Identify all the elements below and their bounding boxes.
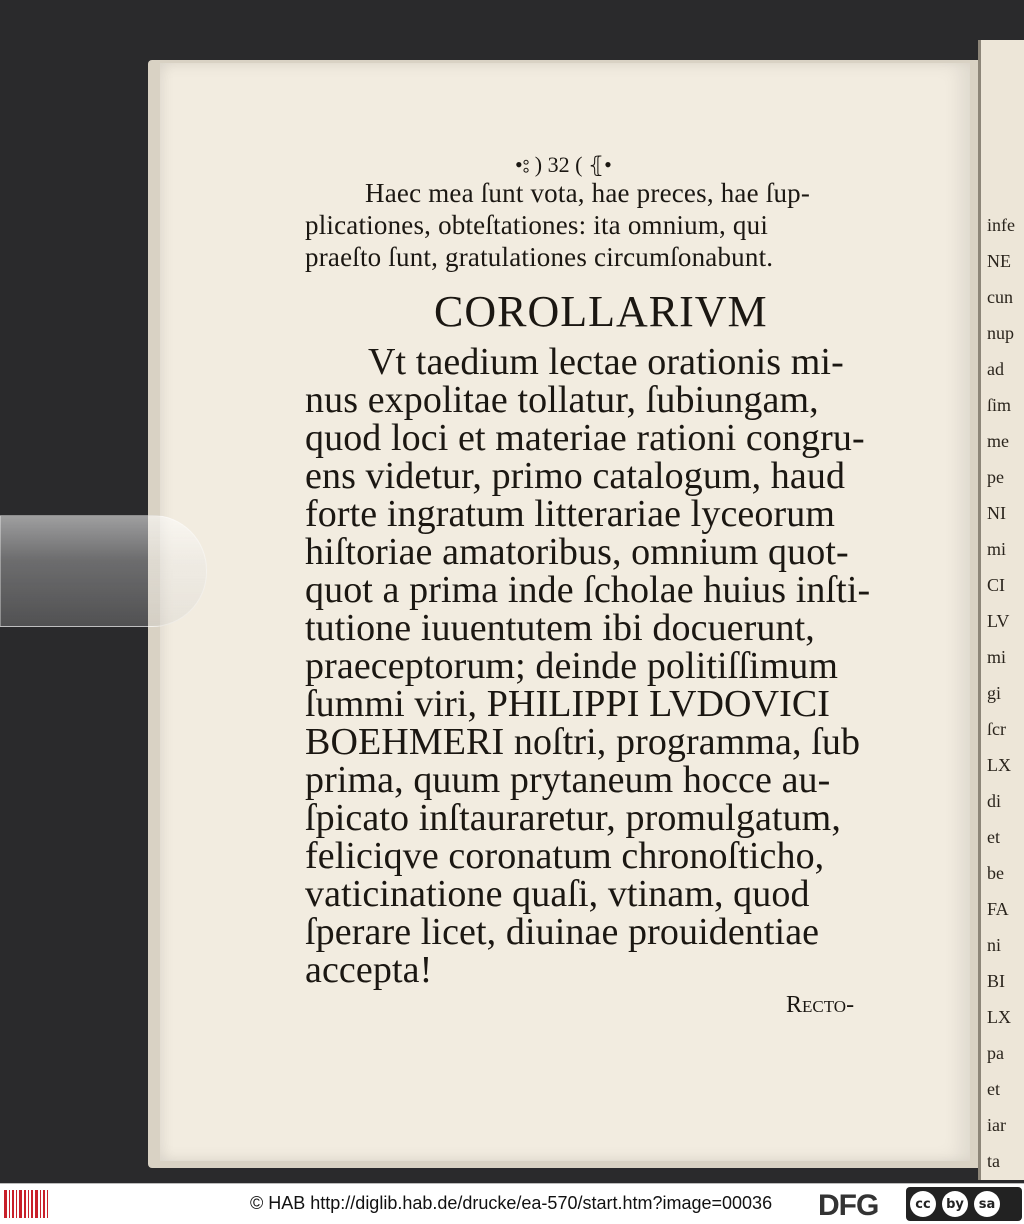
- barcode-bar: [43, 1190, 45, 1218]
- library-logo-icon: [4, 1190, 48, 1218]
- next-page-fragment: CI: [987, 575, 1005, 595]
- body-line: prima, quum prytaneum hocce au-: [305, 759, 831, 801]
- body-line: nus expolitae tollatur, ſubiungam,: [305, 379, 819, 421]
- next-page-fragment: be: [987, 863, 1004, 883]
- next-page-fragment: LX: [987, 755, 1011, 775]
- next-page-fragment: mi: [987, 539, 1007, 559]
- barcode-bar: [28, 1190, 29, 1218]
- body-line: ſpicato inſtauraretur, promulgatum,: [305, 797, 841, 839]
- cc-icon: cc: [910, 1191, 936, 1217]
- next-page-fragment: iar: [987, 1115, 1006, 1135]
- next-page-fragment: pe: [987, 467, 1004, 487]
- next-page-fragment: ni: [987, 935, 1002, 955]
- next-page-fragment: BI: [987, 971, 1005, 991]
- body-line: ens videtur, primo catalogum, haud: [305, 455, 846, 497]
- body-line: ſperare licet, diuinae prouidentiae: [305, 911, 820, 953]
- body-line: quod loci et materiae rationi congru-: [305, 417, 865, 459]
- next-page-fragment: me: [987, 431, 1009, 451]
- barcode-bar: [47, 1190, 48, 1218]
- next-page-fragment: et: [987, 827, 1000, 847]
- next-page-fragment: ta: [987, 1151, 1000, 1171]
- body-line: BOEHMERI noſtri, programma, ſub: [305, 721, 861, 763]
- next-page-fragment: LV: [987, 611, 1010, 631]
- page-number-header: •⦂ ) 32 ( ⦃•: [515, 152, 612, 177]
- page-clamp: [0, 515, 207, 627]
- intro-line: praeſto ſunt, gratulationes circumſonabunt.: [305, 242, 774, 272]
- intro-line: plicationes, obteſtationes: ita omnium, qui: [305, 210, 769, 240]
- next-page-fragment: di: [987, 791, 1002, 811]
- next-page-fragment: mi: [987, 647, 1007, 667]
- barcode-bar: [4, 1190, 7, 1218]
- next-page-fragment: ſim: [987, 395, 1012, 415]
- body-line: tutione iuuentutem ibi docuerunt,: [305, 607, 815, 649]
- next-page-fragment: nup: [987, 323, 1014, 343]
- barcode-bar: [35, 1190, 38, 1218]
- body-line: Vt taedium lectae orationis mi-: [368, 341, 844, 383]
- body-line: vaticinatione quaſi, vtinam, quod: [305, 873, 810, 915]
- barcode-bar: [40, 1190, 41, 1218]
- sa-icon: sa: [974, 1191, 1000, 1217]
- body-line: forte ingratum litterariae lyceorum: [305, 493, 835, 535]
- next-page-edge: [978, 40, 1024, 1180]
- next-page-fragment: NE: [987, 251, 1011, 271]
- next-page-fragment: LX: [987, 1007, 1011, 1027]
- catchword: Recto-: [786, 992, 855, 1018]
- next-page-fragment: gi: [987, 683, 1002, 703]
- next-page-fragment: NI: [987, 503, 1006, 523]
- barcode-bar: [16, 1190, 17, 1218]
- copyright-link[interactable]: © HAB http://diglib.hab.de/drucke/ea-570/start.htm?image=00036: [250, 1193, 773, 1213]
- next-page-fragment: et: [987, 1079, 1000, 1099]
- barcode-bar: [12, 1190, 14, 1218]
- body-line: hiſtoriae amatoribus, omnium quot-: [305, 531, 849, 573]
- body-line: praeceptorum; deinde politiſſimum: [305, 645, 839, 687]
- viewer-footer: [0, 1183, 1024, 1224]
- next-page-fragment: pa: [987, 1043, 1004, 1063]
- barcode-bar: [9, 1190, 10, 1218]
- body-line: quot a prima inde ſcholae huius inſti-: [305, 569, 871, 611]
- dfg-logo: DFG: [818, 1189, 879, 1222]
- intro-line: Haec mea ſunt vota, hae preces, hae ſup-: [365, 178, 811, 208]
- next-page-fragment: ſcr: [987, 719, 1006, 739]
- by-icon: by: [942, 1191, 968, 1217]
- next-page-fragment: infe: [987, 215, 1015, 235]
- barcode-bar: [31, 1190, 33, 1218]
- next-page-fragment: ad: [987, 359, 1004, 379]
- next-page-fragment: FA: [987, 899, 1009, 919]
- cc-license-badge[interactable]: [906, 1187, 1022, 1221]
- next-page-fragment: cun: [987, 287, 1013, 307]
- barcode-bar: [24, 1190, 26, 1218]
- body-line: feliciqve coronatum chronoſticho,: [305, 835, 825, 877]
- section-heading: COROLLARIVM: [434, 287, 768, 336]
- body-line: accepta!: [305, 949, 433, 991]
- barcode-bar: [19, 1190, 22, 1218]
- body-line: ſummi viri, PHILIPPI LVDOVICI: [305, 683, 831, 725]
